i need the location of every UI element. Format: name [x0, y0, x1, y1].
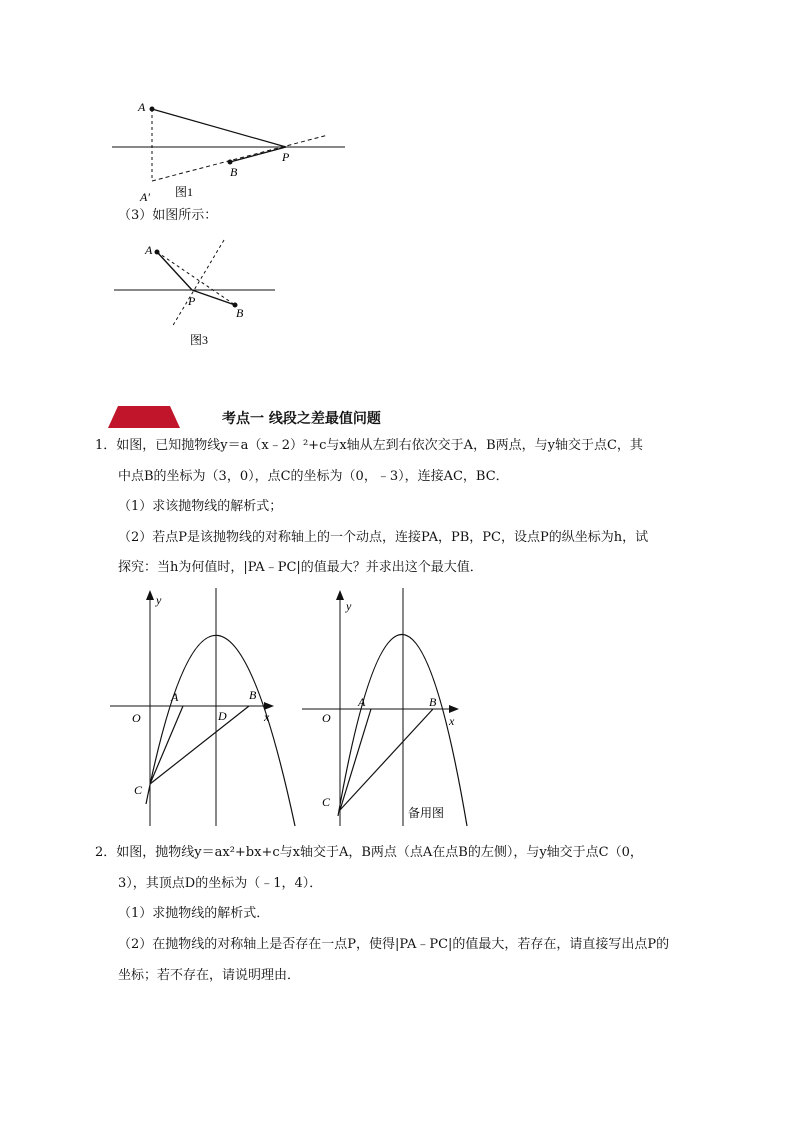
problem-2-question-1: （1）求抛物线的解析式．	[118, 906, 270, 921]
problem-2-line-1: 2．如图，抛物线y＝ax²+bx+c与x轴交于A，B两点（点A在点B的左侧），与y轴交于点C（0，	[95, 845, 643, 860]
label-B: B	[236, 306, 244, 320]
dashed-line-AB	[157, 252, 235, 305]
problem-1-question-1: （1）求该抛物线的解析式；	[118, 499, 283, 514]
x-axis-arrow	[449, 705, 459, 713]
label-A: A	[358, 695, 366, 709]
label-B: B	[429, 695, 437, 709]
point-A	[150, 107, 155, 112]
problem-1-line-2: 中点B的坐标为（3，0），点C的坐标为（0，﹣3），连接AC，BC．	[118, 469, 509, 484]
figure-3	[100, 232, 290, 352]
segment-AP	[152, 109, 286, 147]
label-Aprime: A′	[140, 190, 150, 204]
problem-1-question-2-line-2: 探究：当h为何值时，|PA﹣PC|的值最大？并求出这个最大值．	[118, 560, 483, 575]
graph-left	[110, 588, 310, 828]
label-x: x	[449, 714, 455, 728]
label-D: D	[218, 709, 227, 723]
label-C: C	[134, 783, 143, 797]
x-axis-arrow	[264, 702, 274, 710]
problem-1-line-1: 1．如图，已知抛物线y＝a（x﹣2）²+c与x轴从左到右依次交于A，B两点，与y轴交于点C，其	[95, 438, 643, 453]
point-B	[228, 160, 233, 165]
figure-1-caption: 图1	[175, 185, 194, 199]
label-P: P	[188, 294, 196, 308]
label-P: P	[282, 150, 290, 164]
dashed-perpendicular	[172, 240, 224, 327]
step-3-text: （3）如图所示：	[118, 208, 218, 223]
section-accent-bar	[108, 406, 183, 428]
figure-3-caption: 图3	[190, 333, 209, 347]
figure-1	[100, 95, 360, 205]
y-axis-arrow	[146, 590, 154, 600]
section-title: 考点一 线段之差最值问题	[222, 411, 381, 427]
label-O: O	[132, 711, 141, 725]
segment-PB	[192, 290, 235, 305]
segment-BP	[230, 147, 286, 162]
label-A: A	[171, 690, 179, 704]
segment-AC	[340, 709, 371, 810]
dashed-line-Aprime-extension	[152, 135, 328, 181]
label-y: y	[156, 593, 162, 607]
label-B: B	[230, 165, 238, 179]
problem-2-question-2-line-2: 坐标；若不存在，请说明理由．	[118, 968, 301, 983]
graph-right	[300, 588, 480, 828]
label-y: y	[346, 599, 352, 613]
segment-AP	[157, 252, 192, 290]
graph-right-caption: 备用图	[408, 806, 445, 820]
label-A: A	[138, 100, 146, 114]
label-x: x	[264, 710, 270, 724]
label-O: O	[322, 711, 331, 725]
y-axis-arrow	[336, 590, 344, 600]
label-B: B	[249, 688, 257, 702]
label-C: C	[322, 795, 331, 809]
parabola	[146, 635, 295, 826]
label-A: A	[145, 243, 153, 257]
point-A	[155, 250, 160, 255]
problem-2-question-2-line-1: （2）在抛物线的对称轴上是否存在一点P，使得|PA﹣PC|的值最大，若存在，请直接写出点P的	[118, 937, 670, 952]
problem-2-line-2: 3），其顶点D的坐标为（﹣1，4）．	[118, 876, 323, 891]
problem-1-question-2-line-1: （2）若点P是该抛物线的对称轴上的一个动点，连接PA，PB，PC，设点P的纵坐标为h，试	[118, 530, 649, 545]
segment-BC	[340, 709, 433, 810]
segment-BC	[150, 706, 249, 784]
